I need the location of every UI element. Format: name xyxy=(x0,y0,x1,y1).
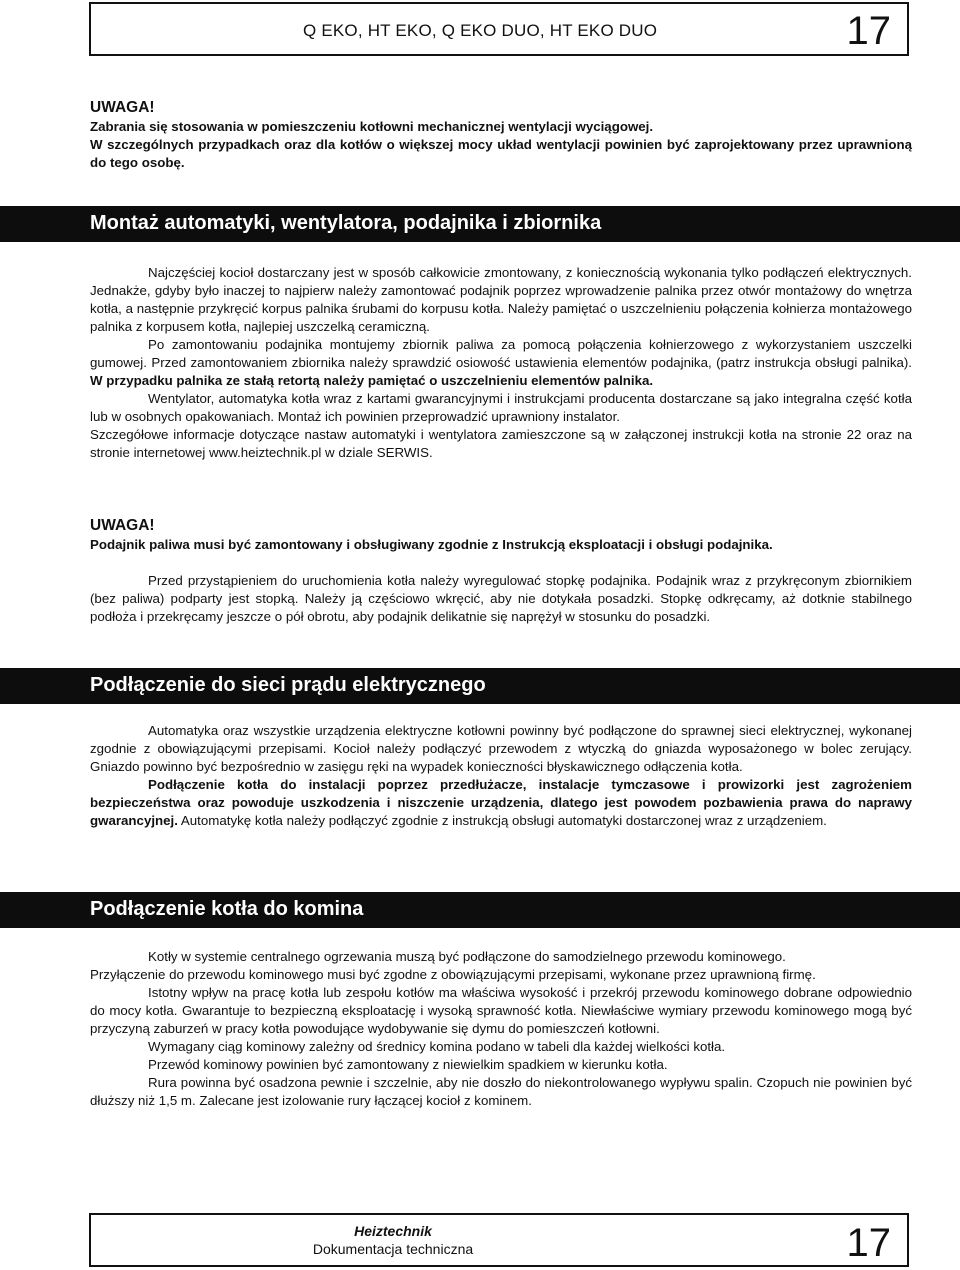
section-title: Montaż automatyki, wentylatora, podajnika i zbiornika xyxy=(90,212,602,234)
paragraph: Rura powinna być osadzona pewnie i szczelnie, aby nie doszło do niekontrolowanego wypływu spalin. Czopuch nie powinien być dłuższy niż 1,5 m. Zalecane jest izolowanie rury łączącej kocioł z kominem. xyxy=(90,1075,912,1108)
warning-ventilation xyxy=(90,98,912,172)
section-header-mounting xyxy=(0,206,960,242)
warning-bold: Podajnik paliwa musi być zamontowany i obsługiwany zgodnie z Instrukcją eksploatacji i obsługi podajnika. xyxy=(90,537,773,552)
paragraph: Przewód kominowy powinien być zamontowany z niewielkim spadkiem w kierunku kotła. xyxy=(148,1057,668,1072)
footer-page-number: 17 xyxy=(846,1221,891,1265)
section-body-electric xyxy=(90,722,912,830)
section-body-mounting xyxy=(90,264,912,462)
paragraph: Szczegółowe informacje dotyczące nastaw automatyki i wentylatora zamieszczone są w załączonej instrukcji kotła na stronie 22 oraz na stronie internetowej www.heiztechnik.pl w dziale SERWIS. xyxy=(90,427,912,460)
warning-title: UWAGA! xyxy=(90,517,155,534)
paragraph-text: Automatykę kotła należy podłączyć zgodnie z instrukcją obsługi automatyki dostarczonej wraz z urządzeniem. xyxy=(180,813,827,828)
paragraph: Przed przystąpieniem do uruchomienia kotła należy wyregulować stopkę podajnika. Podajnik wraz z przykręconym zbiornikiem (bez paliwa) podparty jest stopką. Należy ją częściowo wkręcić, aby nie dotykała posadzki. Stopkę odkręcamy, aż dotknie stabilnego podłoża i przekręcamy jeszcze o pół obrotu, aby podajnik delikatnie się naprężył w stosunku do posadzki. xyxy=(90,573,912,624)
warning-line: Zabrania się stosowania w pomieszczeniu kotłowni mechanicznej wentylacji wyciągowej. xyxy=(90,119,654,134)
warning-feeder xyxy=(90,516,912,626)
paragraph: Najczęściej kocioł dostarczany jest w sposób całkowicie zmontowany, z koniecznością wykonania tylko podłączeń elektrycznych. Jednakże, gdyby było inaczej to najpierw należy zamontować podajnik poprzez wprowadzenie palnika przez otwór montażowy do wnętrza kotła, a następnie przykręcić korpus palnika śrubami do korpusu kotła. Należy pamiętać o uszczelnieniu połączenia kołnierza montażowego palnika z korpusem kotła, najlepiej uszczelką ceramiczną. xyxy=(90,265,912,334)
section-header-chimney xyxy=(0,892,960,928)
header-page-number: 17 xyxy=(846,9,891,53)
warning-title: UWAGA! xyxy=(90,99,155,116)
section-header-electric xyxy=(0,668,960,704)
warning-line: W szczególnych przypadkach oraz dla kotłów o większej mocy układ wentylacji powinien być zaprojektowany przez uprawnioną do tego osobę. xyxy=(90,137,912,170)
paragraph-bold: Podłączenie kotła do instalacji poprzez przedłużacze, instalacje tymczasowe i prowizorki jest zagrożeniem bezpieczeństwa oraz powoduje uszkodzenia i niszczenie urządzenia, dlatego jest powodem pozbawienia prawa do naprawy gwarancyjnej. xyxy=(90,777,912,828)
page-header xyxy=(89,2,909,56)
paragraph xyxy=(90,336,912,390)
paragraph-text: Po zamontowaniu podajnika montujemy zbiornik paliwa za pomocą połączenia kołnierzowego z wykorzystaniem uszczelki gumowej. Przed zamontowaniem zbiornika należy sprawdzić osiowość ustawienia elementów podajnika, (patrz instrukcja obsługi palnika). xyxy=(90,337,912,370)
header-title: Q EKO, HT EKO, Q EKO DUO, HT EKO DUO xyxy=(303,21,658,40)
section-body-chimney xyxy=(90,948,912,1110)
footer-doc-title: Dokumentacja techniczna xyxy=(312,1241,474,1257)
paragraph: Kotły w systemie centralnego ogrzewania muszą być podłączone do samodzielnego przewodu kominowego. xyxy=(148,949,786,964)
paragraph: Wymagany ciąg kominowy zależny od średnicy komina podano w tabeli dla każdej wielkości kotła. xyxy=(148,1039,726,1054)
section-title: Podłączenie kotła do komina xyxy=(90,898,364,920)
footer-brand: Heiztechnik xyxy=(354,1223,432,1239)
paragraph: Wentylator, automatyka kotła wraz z kartami gwarancyjnymi i instrukcjami producenta dostarczane są jako integralna część kotła lub w osobnych opakowaniach. Montaż ich powinien przeprowadzić uprawniony instalator. xyxy=(90,391,912,424)
page-footer xyxy=(89,1213,909,1267)
paragraph xyxy=(90,776,912,830)
paragraph: Przyłączenie do przewodu kominowego musi być zgodne z obowiązującymi przepisami, wykonane przez uprawnioną firmę. xyxy=(90,967,816,982)
paragraph: Automatyka oraz wszystkie urządzenia elektryczne kotłowni powinny być podłączone do sprawnej sieci elektrycznej, wykonanej zgodnie z obowiązującymi przepisami. Kocioł należy podłączyć przewodem z wtyczką do gniazda wyposażonego w bolec zerujący. Gniazdo powinno być bezpośrednio w zasięgu ręki na wypadek konieczności błyskawicznego odłączenia kotła. xyxy=(90,723,912,774)
section-title: Podłączenie do sieci prądu elektrycznego xyxy=(90,674,486,696)
paragraph-bold: W przypadku palnika ze stałą retortą należy pamiętać o uszczelnieniu elementów palnika. xyxy=(90,373,654,388)
paragraph: Istotny wpływ na pracę kotła lub zespołu kotłów ma właściwa wysokość i przekrój przewodu kominowego dobrane odpowiednio do mocy kotła. Gwarantuje to bezpieczną eksploatację i wysoką sprawność kotła. Niewłaściwe wymiary przewodu kominowego mogą być przyczyną zaburzeń w pracy kotła powodujące wydobywanie się dymu do pomieszczeń kotłowni. xyxy=(90,985,912,1036)
